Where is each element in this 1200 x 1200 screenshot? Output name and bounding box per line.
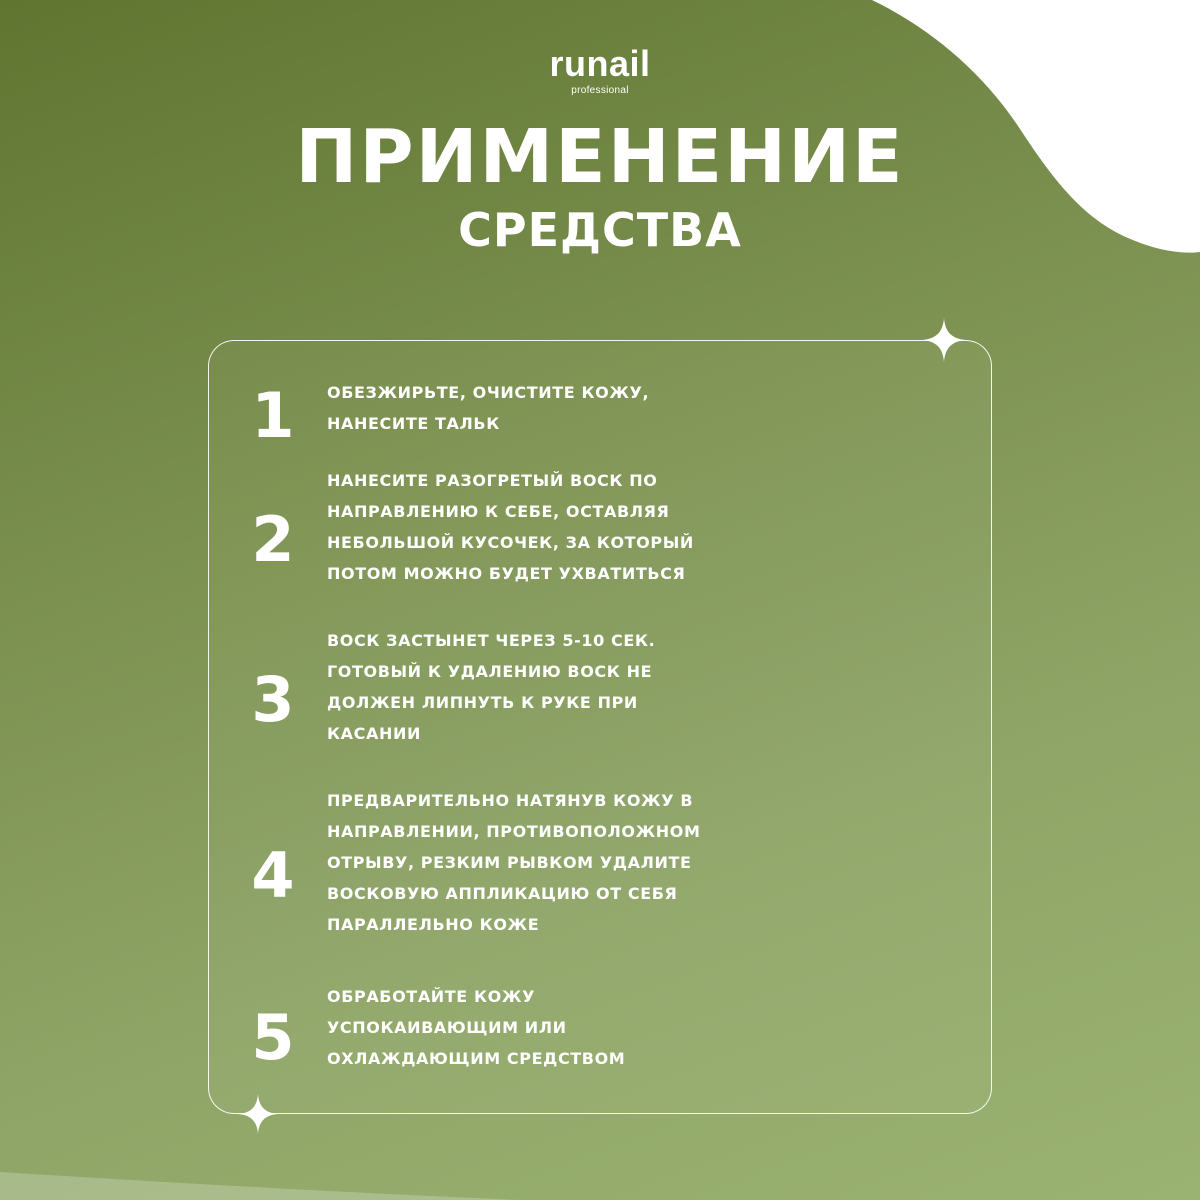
brand-logo (0, 44, 1200, 96)
brand-tagline: professional (571, 85, 629, 96)
sparkle-icon (238, 1094, 278, 1134)
step-line: НАНЕСИТЕ РАЗОГРЕТЫЙ ВОСК ПО (327, 471, 658, 490)
step-text (327, 785, 987, 940)
step-line: ВОСК ЗАСТЫНЕТ ЧЕРЕЗ 5-10 СЕК. (327, 631, 656, 650)
step-text (327, 625, 987, 749)
page-title: ПРИМЕНЕНИЕ (295, 114, 905, 200)
step-line: ДОЛЖЕН ЛИПНУТЬ К РУКЕ ПРИ (327, 693, 638, 712)
step-item (209, 981, 993, 1074)
step-item (209, 377, 993, 452)
step-number: 4 (251, 839, 295, 912)
step-line: НАПРАВЛЕНИИ, ПРОТИВОПОЛОЖНОМ (327, 822, 701, 841)
step-line: УСПОКАИВАЮЩИМ ИЛИ (327, 1018, 567, 1037)
step-line: ОБЕЗЖИРЬТЕ, ОЧИСТИТЕ КОЖУ, (327, 383, 650, 402)
sparkle-icon (922, 318, 966, 362)
step-number: 2 (251, 503, 295, 576)
step-line: НАНЕСИТЕ ТАЛЬК (327, 414, 500, 433)
step-number: 3 (251, 663, 295, 736)
step-line: ОБРАБОТАЙТЕ КОЖУ (327, 987, 536, 1006)
step-line: ПОТОМ МОЖНО БУДЕТ УХВАТИТЬСЯ (327, 564, 686, 583)
step-line: НАПРАВЛЕНИЮ К СЕБЕ, ОСТАВЛЯЯ (327, 502, 670, 521)
step-item (209, 465, 993, 583)
step-line: НЕБОЛЬШОЙ КУСОЧЕК, ЗА КОТОРЫЙ (327, 533, 694, 552)
step-number: 1 (251, 379, 295, 452)
step-line: ГОТОВЫЙ К УДАЛЕНИЮ ВОСК НЕ (327, 662, 653, 681)
page-subtitle: СРЕДСТВА (458, 203, 742, 257)
step-line: ОХЛАЖДАЮЩИМ СРЕДСТВОМ (327, 1049, 626, 1068)
step-text (327, 377, 987, 439)
step-item (209, 785, 993, 934)
step-line: КАСАНИИ (327, 724, 421, 743)
step-line: ПАРАЛЛЕЛЬНО КОЖЕ (327, 915, 540, 934)
step-item (209, 625, 993, 743)
step-number: 5 (251, 1001, 295, 1074)
steps-card (208, 340, 992, 1114)
step-text (327, 465, 987, 589)
brand-name: runail (549, 43, 651, 84)
step-line: ОТРЫВУ, РЕЗКИМ РЫВКОМ УДАЛИТЕ (327, 853, 692, 872)
step-line: ПРЕДВАРИТЕЛЬНО НАТЯНУВ КОЖУ В (327, 791, 694, 810)
step-line: ВОСКОВУЮ АППЛИКАЦИЮ ОТ СЕБЯ (327, 884, 678, 903)
step-text (327, 981, 987, 1074)
